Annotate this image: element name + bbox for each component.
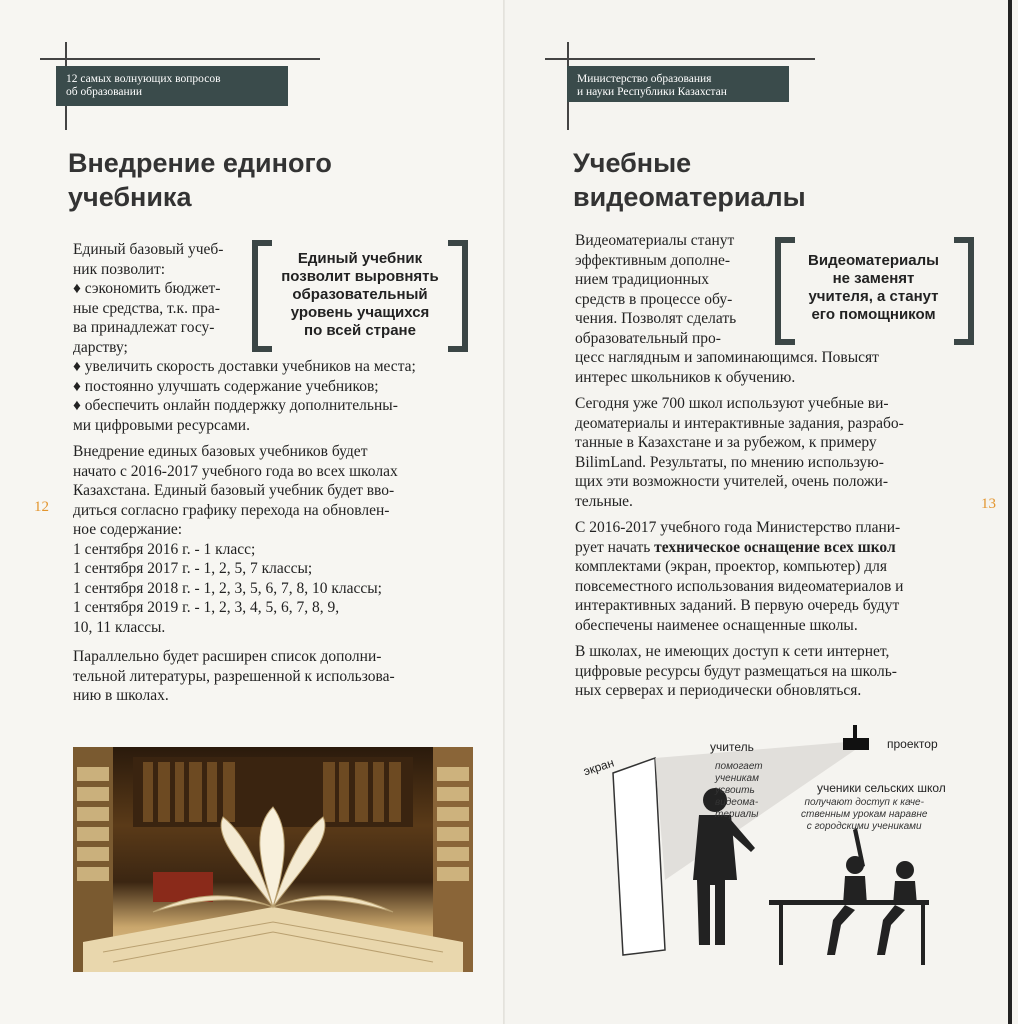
- students-label: ученики сельских школ: [817, 781, 946, 795]
- text-line: диться согласно графику перехода на обновлен-: [73, 501, 390, 519]
- quote-line: Единый учебник: [297, 250, 423, 267]
- header-line: и науки Республики Казахстан: [577, 86, 727, 98]
- text-line: Внедрение единых базовых учебников будет: [73, 443, 368, 460]
- bullet-line: дарству;: [73, 338, 128, 356]
- book-illustration: [73, 747, 473, 972]
- text-line: ник позволит:: [73, 260, 166, 278]
- open-book-photo: [73, 747, 473, 972]
- note-line: получают доступ к каче-: [804, 797, 924, 808]
- intro-narrow: [73, 240, 245, 357]
- bold-phrase: техническое оснащение всех школ: [654, 538, 896, 556]
- projector-icon: [843, 738, 869, 750]
- teacher-note: [715, 761, 763, 821]
- text-line: комплектами (экран, проектор, компьютер) для: [575, 558, 888, 575]
- text-line: ное содержание:: [73, 521, 183, 538]
- bullet-line: ♦ обеспечить онлайн поддержку дополнительны-: [73, 397, 398, 414]
- quote-bracket-left: [252, 240, 272, 352]
- text-line: Казахстана. Единый базовый учебник будет вво-: [73, 482, 395, 499]
- text-line: цифровые ресурсы будут размещаться на школь-: [575, 662, 897, 680]
- text-line: BilimLand. Результаты, по мнению использую-: [575, 453, 884, 471]
- text-line: Параллельно будет расширен список дополни-: [73, 648, 382, 665]
- right-page: [505, 0, 1018, 1024]
- note-line: помогает: [715, 761, 763, 772]
- intro-narrow: [575, 231, 767, 348]
- text-line: чения. Позволят сделать: [575, 310, 737, 327]
- title-line: Учебные: [573, 148, 692, 178]
- text-line: Сегодня уже 700 школ используют учебные ви-: [575, 395, 889, 412]
- quote-bracket-right: [448, 240, 468, 352]
- student-silhouette: [827, 828, 917, 955]
- schedule-line: 1 сентября 2017 г. - 1, 2, 5, 7 классы;: [73, 560, 313, 577]
- quote-line: учителя, а станут: [808, 288, 939, 305]
- header-rule-horizontal: [545, 58, 815, 60]
- screen-label: экран: [581, 755, 616, 779]
- note-line: териалы: [715, 809, 759, 820]
- bullet-line: ми цифровыми ресурсами.: [73, 416, 250, 434]
- header-line: об образовании: [66, 86, 143, 98]
- paragraph: [575, 518, 968, 635]
- teacher-label: учитель: [710, 740, 754, 754]
- text-line: тельные.: [575, 492, 633, 510]
- students-note: [801, 797, 927, 833]
- text-line: интерактивных заданий. В первую очередь будут: [575, 597, 900, 614]
- text-line: повсеместного использования видеоматериалов и: [575, 577, 904, 595]
- text-line: нию в школах.: [73, 687, 169, 704]
- screen-icon: [613, 758, 665, 955]
- quote-line: его помощником: [811, 306, 936, 323]
- text-line: цесс наглядным и запоминающимся. Повысят: [575, 349, 879, 366]
- text-line: щих эти возможности учителей, очень положи-: [575, 473, 888, 490]
- schedule-line: 1 сентября 2019 г. - 1, 2, 3, 4, 5, 6, 7, 8, 9,: [73, 599, 340, 616]
- classroom-illustration: [565, 720, 985, 980]
- text-line: эффективным дополне-: [575, 251, 731, 269]
- schedule-line: 1 сентября 2016 г. - 1 класс;: [73, 540, 256, 558]
- header-box: [567, 66, 789, 102]
- text-line: тельной литературы, разрешенной к использова-: [73, 667, 395, 685]
- header-line: Министерство образования: [577, 73, 712, 85]
- text-line: В школах, не имеющих доступ к сети интернет,: [575, 643, 890, 660]
- bullet-line: ♦ увеличить скорость доставки учебников на места;: [73, 358, 416, 375]
- quote-line: позволит выровнять: [281, 268, 439, 285]
- quote-line: по всей стране: [304, 322, 416, 339]
- note-line: ственным урокам наравне: [801, 809, 928, 820]
- body-text: [73, 357, 473, 713]
- title-line: учебника: [68, 182, 192, 212]
- text-line: Единый базовый учеб-: [73, 241, 224, 258]
- text-line: обеспечены наименее оснащенные школы.: [575, 616, 858, 634]
- text-line: средств в процессе обу-: [575, 290, 733, 308]
- quote-line: не заменят: [832, 270, 915, 287]
- text-line: Видеоматериалы станут: [575, 232, 735, 249]
- text-line: танные в Казахстане и за рубежом, к примеру: [575, 434, 877, 451]
- header-rule-horizontal: [40, 58, 320, 60]
- paragraph: [575, 642, 968, 701]
- pull-quote: [270, 250, 450, 340]
- quote-bracket-right: [954, 237, 974, 345]
- pull-quote: [791, 252, 956, 324]
- text-line: деоматериалы и интерактивные задания, разрабо-: [575, 414, 904, 432]
- note-line: с городскими учениками: [806, 821, 922, 832]
- title-line: Внедрение единого: [68, 148, 332, 178]
- quote-line: уровень учащихся: [290, 304, 430, 321]
- header-line: 12 самых волнующих вопросов: [66, 73, 221, 85]
- bullet-line: ные средства, т.к. пра-: [73, 299, 220, 317]
- paragraph: [73, 442, 473, 637]
- quote-line: образовательный: [292, 286, 428, 303]
- note-line: видеома-: [715, 797, 759, 808]
- page-number: 12: [34, 499, 49, 515]
- note-line: ученикам: [715, 773, 759, 784]
- paragraph: [575, 394, 968, 511]
- schedule-line: 10, 11 классы.: [73, 618, 166, 636]
- bullet-line: ва принадлежат госу-: [73, 319, 215, 336]
- text-line: начато с 2016-2017 учебного года во всех школах: [73, 462, 398, 480]
- text-line: С 2016-2017 учебного года Министерство плани-: [575, 519, 901, 536]
- title-line: видеоматериалы: [573, 182, 806, 212]
- text-line: ных серверах и периодически обновляться.: [575, 682, 862, 699]
- left-page: [0, 0, 505, 1024]
- page-edge: [1008, 0, 1012, 1024]
- paragraph: [73, 647, 473, 706]
- bullet-list: [73, 357, 473, 435]
- text-line: нием традиционных: [575, 271, 710, 288]
- text-line: рует начать: [575, 538, 655, 556]
- bullet-line: ♦ сэкономить бюджет-: [73, 280, 221, 297]
- projector-label: проектор: [887, 737, 938, 751]
- page-title: [573, 146, 806, 214]
- text-line: интерес школьников к обучению.: [575, 368, 796, 386]
- body-text: [575, 348, 968, 708]
- bullet-line: ♦ постоянно улучшать содержание учебников;: [73, 377, 379, 395]
- note-line: усвоить: [715, 785, 755, 796]
- paragraph: [575, 348, 968, 387]
- page-title: [68, 146, 332, 214]
- quote-line: Видеоматериалы: [808, 252, 939, 269]
- page-number: 13: [981, 496, 996, 512]
- text-line: образовательный про-: [575, 329, 721, 347]
- header-box: [56, 66, 288, 106]
- schedule-line: 1 сентября 2018 г. - 1, 2, 3, 5, 6, 7, 8, 10 классы;: [73, 579, 382, 597]
